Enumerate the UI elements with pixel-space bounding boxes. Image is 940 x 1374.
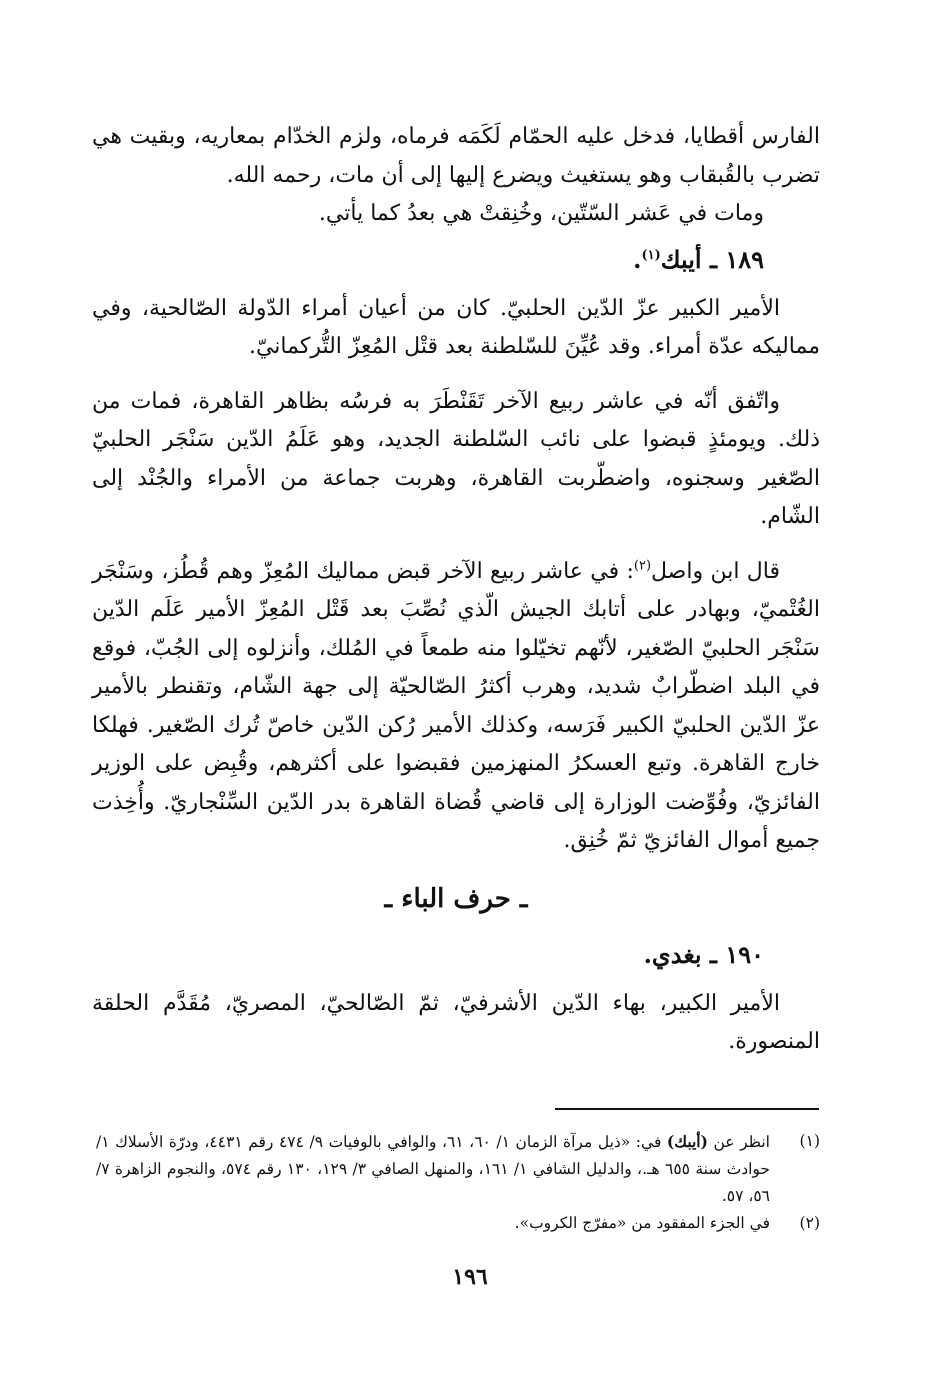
footnote-ref-2: (٢) xyxy=(633,558,652,574)
entry-189-end: . xyxy=(633,244,642,274)
footnote-1-body: في: «ذيل مرآة الزمان ١/ ٦٠، ٦١، والوافي بالوفيات ٩/ ٤٧٤ رقم ٤٤٣١، ودرّة الأسلاك ١/ حوادث سنة ٦٥٥ هـ.، والدليل الشافي ١/ ١٦١، والمنهل الصافي ٣/ ١٢٩، ١٣٠ رقم ٥٧٤، والنجوم الزاهرة ٧/ ٥٦، ٥٧. xyxy=(96,1133,771,1205)
footnote-1-text xyxy=(96,1128,770,1210)
paragraph-1: الفارس أقطايا، فدخل عليه الحمّام لَكَمَه فرماه، ولزم الخدّام بمعاريه، وبقيت هي تضرب بالقُبقاب وهو يستغيث ويضرع إليها إلى أن مات، رحمه الله. xyxy=(92,124,820,188)
paragraph-5 xyxy=(92,553,820,861)
page-number: ١٩٦ xyxy=(452,1264,488,1290)
footnote-divider xyxy=(555,1108,819,1110)
footnotes xyxy=(96,1128,820,1237)
page-body xyxy=(92,118,820,1062)
entry-190-heading: ١٩٠ ـ بغدي. xyxy=(643,939,764,969)
paragraph-2: ومات في عَشر السّتّين، وخُنِقتْ هي بعدُ كما يأتي. xyxy=(318,201,764,226)
paragraph-6: الأمير الكبير، بهاء الدّين الأشرفيّ، ثمّ الصّالحيّ، المصريّ، مُقَدَّم الحلقة المنصورة. xyxy=(92,990,820,1054)
footnote-1-number: (١) xyxy=(799,1132,820,1150)
footnote-ref-1: (١) xyxy=(641,247,661,263)
footnote-1-lead: انظر عن xyxy=(713,1133,770,1151)
section-heading: ـ حرف الباء ـ xyxy=(384,883,528,914)
paragraph-5-rest: : في عاشر ربيع الآخر قبض مماليك المُعِزّ وهم قُطُز، وسَنْجَر الغُتْميّ، وبهادر على أتابك الجيش الّذي نُصِّبَ بعد قَتْل المُعِزّ الأمير عَلَم الدّين سَنْجَر الحلبيّ الصّغير، لأنّهم تخيّلوا منه طمعاً في المُلك، وأنزلوه إلى الجُبّ، فوقع في البلد اضطّرابٌ شديد، وهرب أكثرُ الصّالحيّة إلى جهة الشّام، وتقنطر بالأمير عزّ الدّين الحلبيّ الكبير فَرَسه، وكذلك الأمير رُكن الدّين خاصّ تُرك الصّغير. فهلكا خارج القاهرة. وتبع العسكرُ المنهزمين فقبضوا على أكثرهم، وقُبِض على الوزير الفائزيّ، وفُوِّضت الوزارة إلى قاضي قُضاة القاهرة بدر الدّين السِّنْجاريّ. وأُخِذت جميع أموال الفائزيّ ثمّ خُنِق. xyxy=(92,558,820,853)
paragraph-4: واتّفق أنّه في عاشر ربيع الآخر تَقَنْطَرَ به فرسُه بظاهر القاهرة، فمات من ذلك. ويومئذٍ قبضوا على نائب السّلطنة الجديد، وهو عَلَمُ الدّين سَنْجَر الحلبيّ الصّغير وسجنوه، واضطّربت القاهرة، وهربت جماعة من الأمراء والجُنْد إلى الشّام. xyxy=(92,388,821,529)
footnote-1-bold: (أيبك) xyxy=(666,1132,708,1151)
footnote-2 xyxy=(96,1210,820,1237)
entry-189-heading xyxy=(92,240,820,280)
footnote-1 xyxy=(96,1128,820,1210)
paragraph-5-start: قال ابن واصل xyxy=(651,558,780,584)
footnote-2-text: في الجزء المفقود من «مفرّج الكروب». xyxy=(514,1214,770,1232)
footnote-2-number: (٢) xyxy=(799,1214,820,1232)
paragraph-3: الأمير الكبير عزّ الدّين الحلبيّ. كان من أعيان أمراء الدّولة الصّالحية، وفي مماليكه عدّة أمراء. وقد عُيِّنَ للسّلطنة بعد قتْل المُعِزّ التُّركمانيّ. xyxy=(92,295,820,359)
entry-189-title: ١٨٩ ـ أيبك xyxy=(660,244,764,274)
